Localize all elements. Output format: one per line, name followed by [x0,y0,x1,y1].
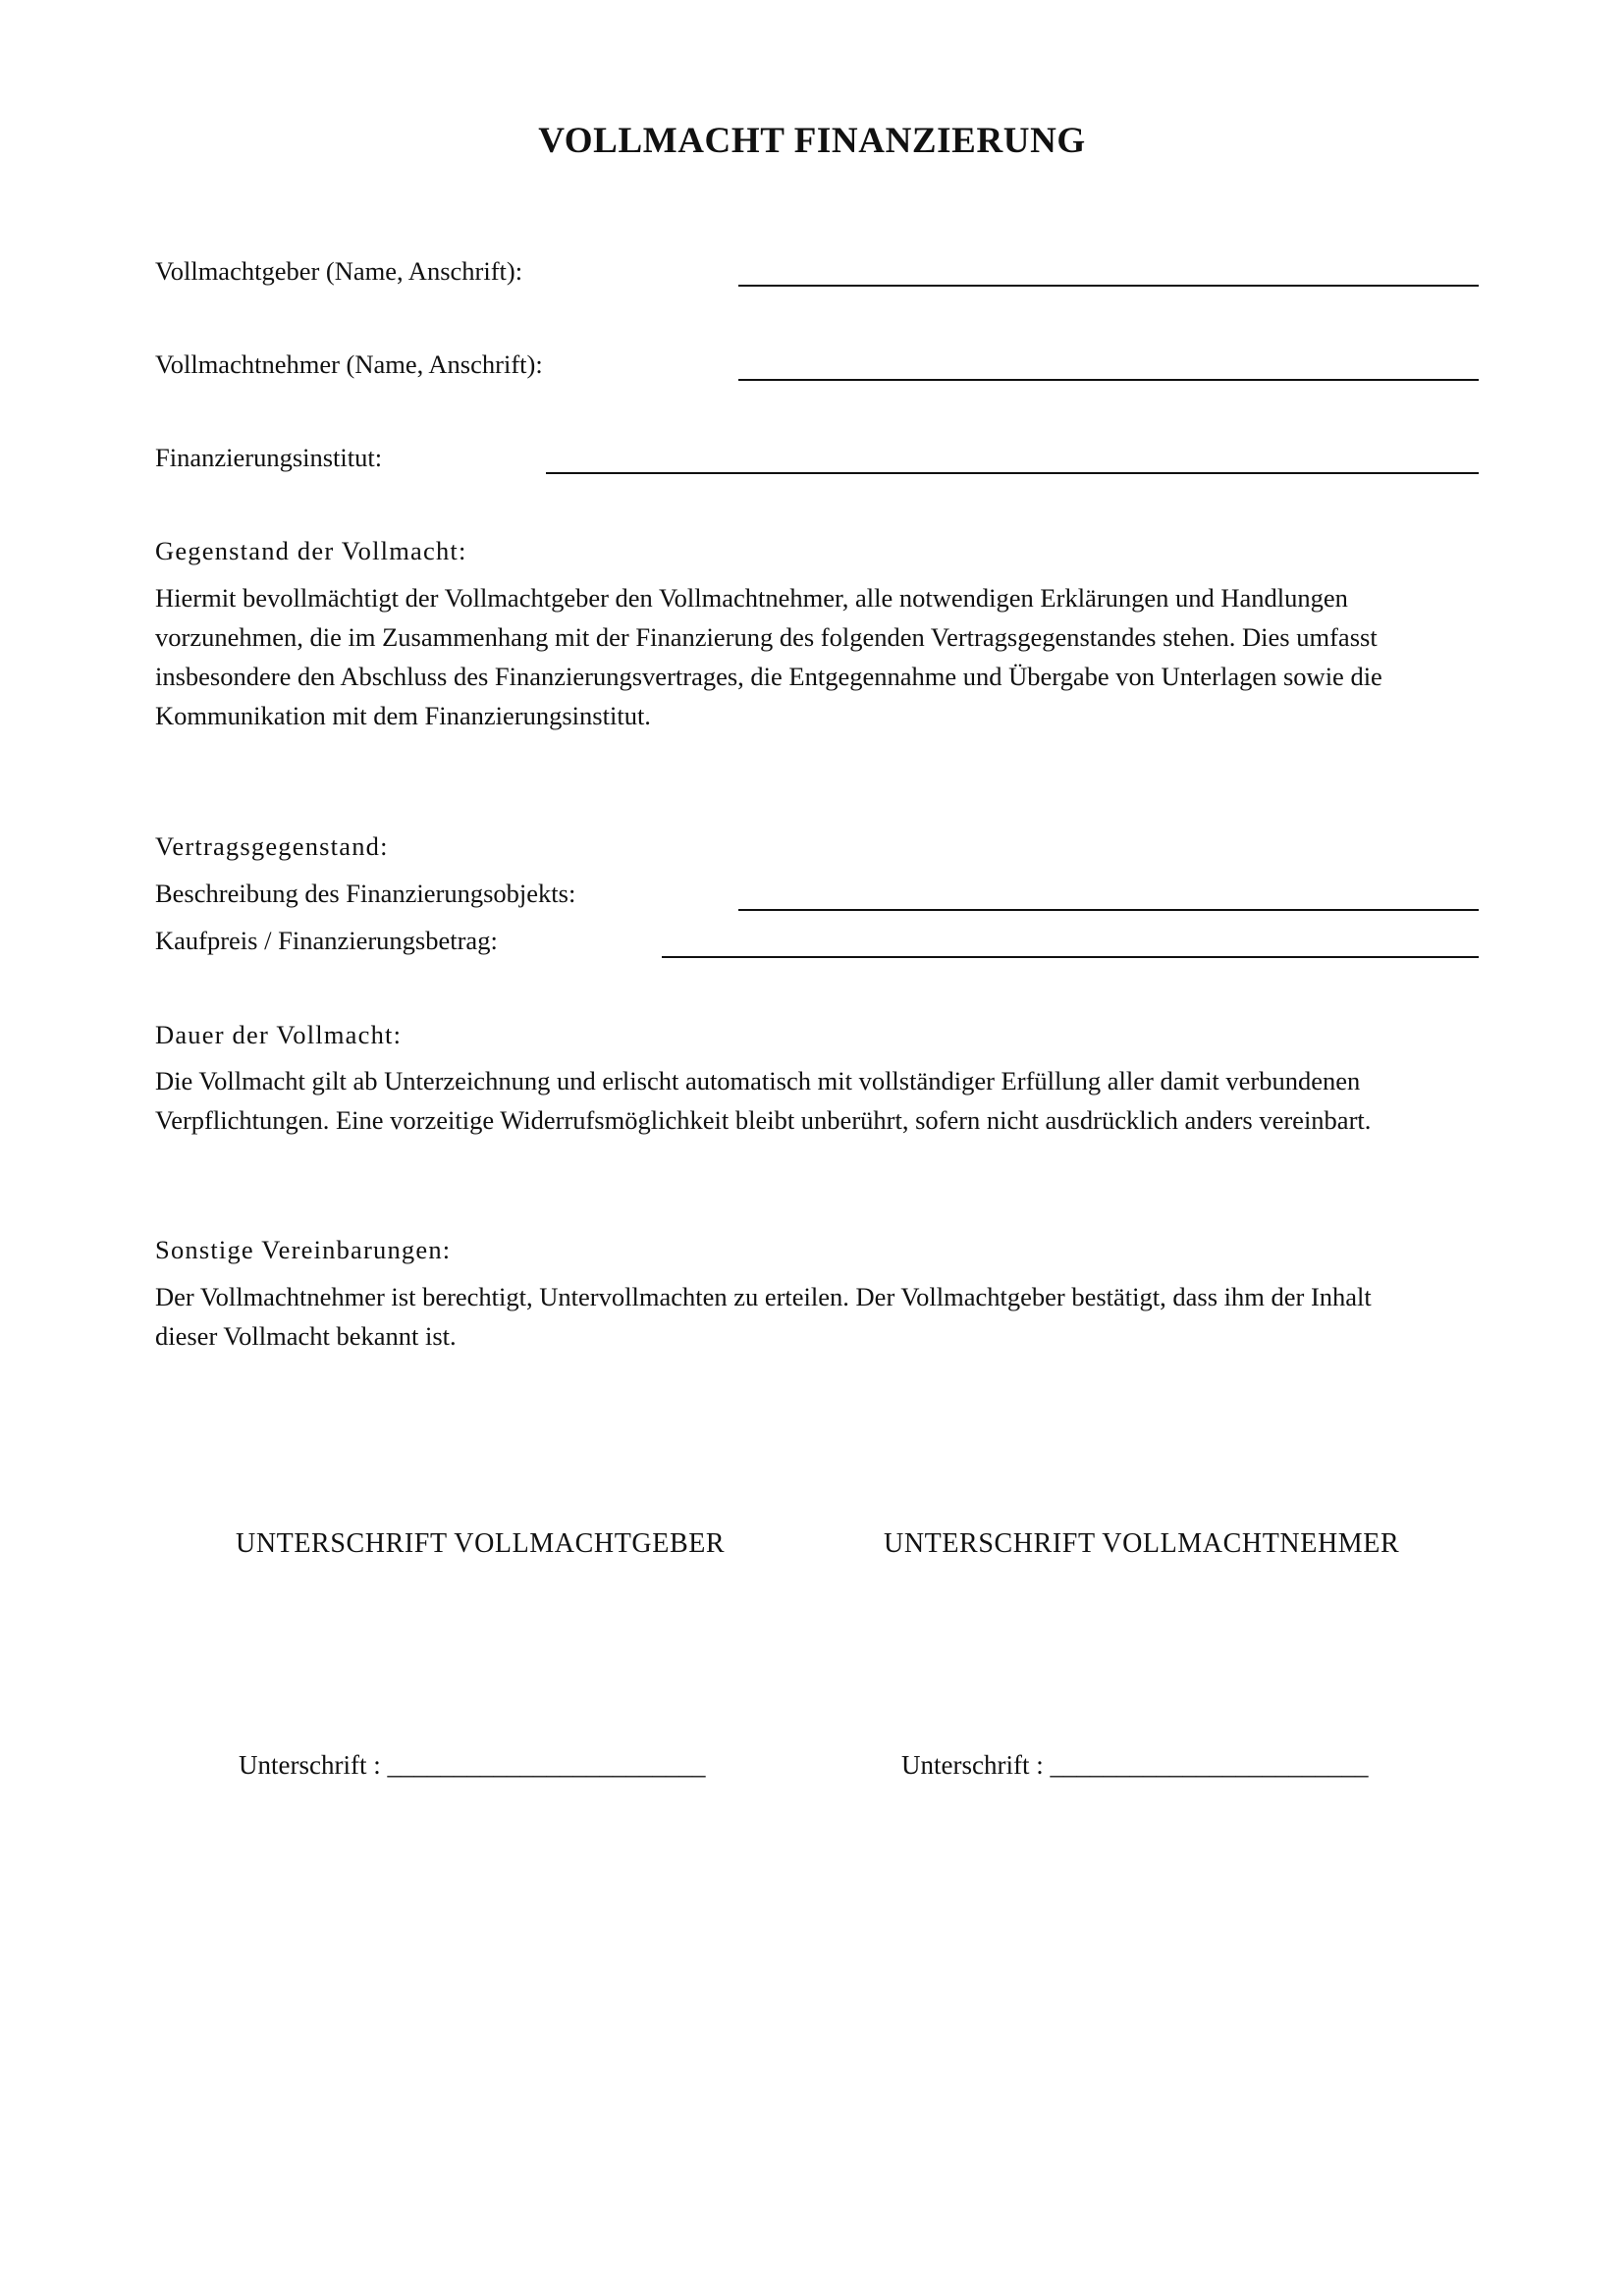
sonstige-heading: Sonstige Vereinbarungen: [155,1235,452,1264]
sonstige-paragraph [155,1277,1487,1356]
signature-geber-heading: UNTERSCHRIFT VOLLMACHTGEBER [236,1528,726,1559]
kaufpreis-blank-line[interactable] [662,956,1479,958]
dauer-paragraph [155,1061,1487,1140]
vertragsgegenstand-heading: Vertragsgegenstand: [155,831,389,861]
dauer-line: Verpflichtungen. Eine vorzeitige Widerrufsmöglichkeit bleibt unberührt, sofern nicht ausdrücklich anders vereinbart. [155,1105,1372,1135]
dauer-line: Die Vollmacht gilt ab Unterzeichnung und erlischt automatisch mit vollständiger Erfüllung aller damit verbundenen [155,1066,1361,1095]
kaufpreis-label: Kaufpreis / Finanzierungsbetrag: [155,926,498,955]
sonstige-line: Der Vollmachtnehmer ist berechtigt, Untervollmachten zu erteilen. Der Vollmachtgeber bestätigt, dass ihm der Inhalt [155,1282,1372,1311]
gegenstand-line: Hiermit bevollmächtigt der Vollmachtgeber den Vollmachtnehmer, alle notwendigen Erklärungen und Handlungen [155,583,1348,613]
signature-nehmer-line[interactable]: Unterschrift : ________________________ [901,1750,1369,1780]
beschreibung-blank-line[interactable] [738,909,1479,911]
beschreibung-label: Beschreibung des Finanzierungsobjekts: [155,879,576,908]
signature-nehmer-heading: UNTERSCHRIFT VOLLMACHTNEHMER [884,1528,1400,1559]
gegenstand-paragraph [155,578,1487,735]
gegenstand-line: vorzunehmen, die im Zusammenhang mit der Finanzierung des folgenden Vertragsgegenstandes stehen. Dies umfasst [155,622,1378,652]
vollmachtgeber-blank-line[interactable] [738,285,1479,287]
dauer-heading: Dauer der Vollmacht: [155,1020,403,1049]
vollmachtnehmer-blank-line[interactable] [738,379,1479,381]
sonstige-line: dieser Vollmacht bekannt ist. [155,1321,457,1351]
gegenstand-heading: Gegenstand der Vollmacht: [155,536,467,565]
gegenstand-line: Kommunikation mit dem Finanzierungsinstitut. [155,701,651,730]
gegenstand-line: insbesondere den Abschluss des Finanzierungsvertrages, die Entgegennahme und Übergabe von Unterlagen sowie die [155,662,1382,691]
finanzierungsinstitut-label: Finanzierungsinstitut: [155,443,383,472]
finanzierungsinstitut-blank-line[interactable] [546,472,1479,474]
vollmachtnehmer-label: Vollmachtnehmer (Name, Anschrift): [155,349,543,379]
document-title: VOLLMACHT FINANZIERUNG [538,121,1086,161]
vollmachtgeber-label: Vollmachtgeber (Name, Anschrift): [155,256,523,286]
signature-geber-line[interactable]: Unterschrift : ________________________ [239,1750,706,1780]
